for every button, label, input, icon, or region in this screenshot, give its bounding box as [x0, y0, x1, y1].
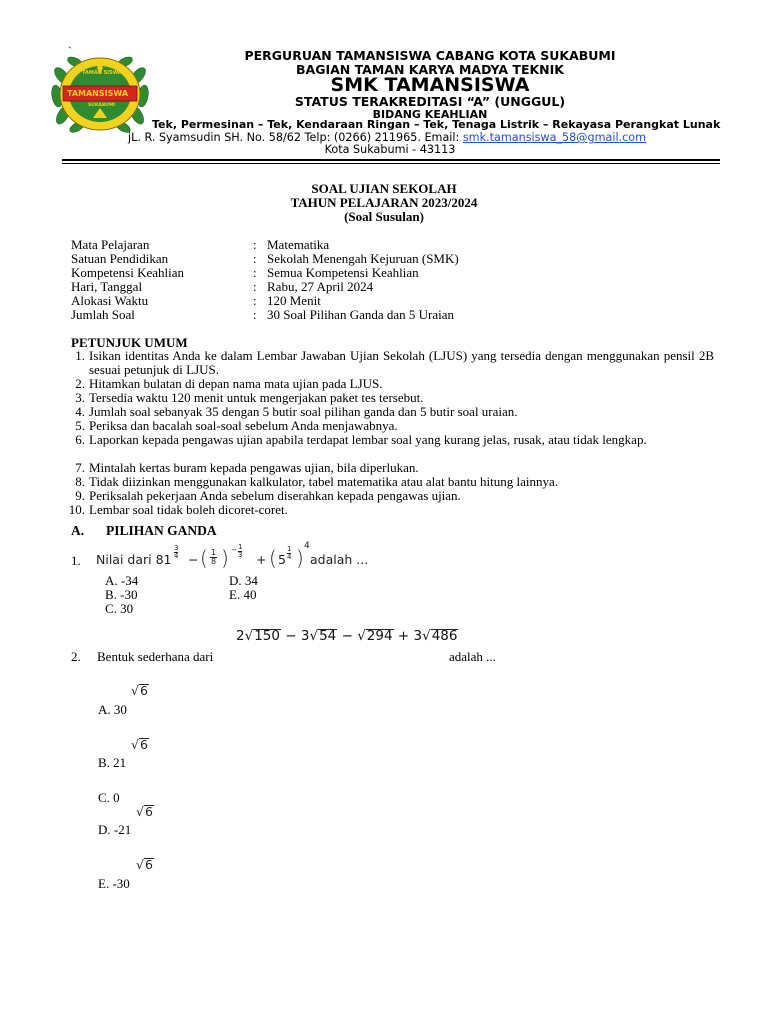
q1-inner-den: 4	[287, 553, 292, 561]
option-value: 30	[113, 702, 127, 717]
radical-sign: √	[357, 628, 366, 644]
instruction-item	[60, 391, 716, 405]
q1-exp2-den: 3	[238, 551, 243, 559]
header-rule-thin	[62, 163, 720, 164]
instruction-item	[60, 489, 716, 503]
option-b[interactable]	[98, 755, 126, 771]
q1-exp1-den: 4	[174, 552, 179, 560]
identity-label: Satuan Pendidikan	[71, 251, 169, 266]
q2-coef2: 3	[300, 628, 310, 644]
city-line: Kota Sukabumi - 43113	[324, 143, 456, 156]
expertise-fields: Tek, Permesinan – Tek, Kendaraan Ringan – Tek, Tenaga Listrik – Rekayasa Perangkat Lunak	[152, 118, 721, 131]
instruction-text: Laporkan kepada pengawas ujian apabila terdapat lembar soal yang kurang jelas, rusak, atau tidak lengkap.	[89, 432, 647, 447]
sqrt-radicand: 6	[144, 857, 153, 872]
instruction-number: 10.	[68, 502, 85, 517]
identity-label: Jumlah Soal	[71, 307, 135, 322]
radical-sign: √	[136, 857, 144, 872]
q1-paren2-left: (	[269, 546, 277, 570]
instruction-item	[60, 349, 716, 377]
instruction-item	[60, 503, 716, 517]
option-label: D.	[98, 822, 111, 837]
q1-base3: 5	[278, 552, 286, 567]
q1-inner-exp	[287, 546, 291, 561]
identity-value: Matematika	[267, 237, 330, 252]
identity-label: Mata Pelajaran	[71, 237, 150, 252]
radical-sign: √	[136, 804, 144, 819]
option-value: 0	[113, 790, 120, 805]
identity-label: Kompetensi Keahlian	[71, 265, 184, 280]
question-number: 2.	[71, 649, 81, 664]
option-d[interactable]	[98, 822, 131, 838]
q1-exp1-num: 3	[174, 544, 179, 552]
sqrt-six	[131, 683, 149, 698]
option-value: 21	[113, 755, 127, 770]
identity-label: Alokasi Waktu	[71, 293, 149, 308]
identity-colon: :	[253, 265, 257, 280]
q1-minus: −	[188, 552, 199, 567]
radical-sign: √	[131, 737, 139, 752]
q2-radicand3: 294	[366, 628, 393, 644]
q1-outer-exp: 4	[304, 541, 310, 551]
sqrt-six	[131, 737, 149, 752]
instruction-item	[60, 475, 716, 489]
option-c[interactable]	[105, 601, 133, 617]
email-link[interactable]: smk.tamansiswa_58@gmail.com	[462, 131, 647, 144]
school-name: SMK TAMANSISWA	[330, 74, 530, 96]
q2-radicand2: 54	[319, 628, 337, 644]
option-e[interactable]	[98, 876, 130, 892]
q2-coef4: 3	[413, 628, 423, 644]
identity-value: Sekolah Menengah Kejuruan (SMK)	[267, 251, 459, 266]
academic-year: TAHUN PELAJARAN 2023/2024	[290, 195, 478, 210]
question-2-text: Bentuk sederhana dari	[97, 649, 214, 664]
identity-colon: :	[253, 251, 257, 266]
section-title: PILIHAN GANDA	[106, 523, 217, 538]
instructions-heading: PETUNJUK UMUM	[71, 335, 188, 350]
option-label: C.	[98, 790, 110, 805]
instruction-number: 4.	[75, 404, 85, 419]
option-label: A.	[98, 702, 111, 717]
option-label: A.	[105, 573, 118, 588]
q1-frac	[210, 549, 217, 566]
q1-frac-num: 1	[211, 548, 217, 557]
exam-subtitle: (Soal Susulan)	[344, 209, 424, 224]
sqrt-six	[136, 804, 154, 819]
logo-text-mid: TAMANSISWA	[67, 89, 129, 98]
instruction-item	[60, 433, 716, 461]
identity-colon: :	[253, 279, 257, 294]
option-c[interactable]	[98, 790, 120, 806]
option-label: B.	[105, 587, 117, 602]
logo-text-top: TAMAN SISWA	[82, 70, 122, 76]
instruction-text: Mintalah kertas buram kepada pengawas ujian, bila diperlukan.	[89, 460, 419, 475]
option-label: E.	[98, 876, 110, 891]
instruction-text: Isikan identitas Anda ke dalam Lembar Jawaban Ujian Sekolah (LJUS) yang tersedia dengan menggunakan pensil 2B sesuai petunjuk di LJUS.	[89, 348, 714, 377]
instruction-text: Lembar soal tidak boleh dicoret-coret.	[89, 502, 288, 517]
header-rule-thick	[62, 159, 720, 161]
sqrt-six	[136, 857, 154, 872]
instruction-number: 5.	[75, 418, 85, 433]
identity-value: Semua Kompetensi Keahlian	[267, 265, 419, 280]
q1-paren2-right: )	[296, 546, 304, 570]
instruction-item	[60, 461, 716, 475]
q1-text-suffix: adalah ...	[310, 552, 369, 567]
q1-exp2-sign: −	[231, 546, 237, 554]
instruction-number: 2.	[75, 376, 85, 391]
instruction-text: Tersedia waktu 120 menit untuk mengerjakan paket tes tersebut.	[89, 390, 424, 405]
instruction-item	[60, 377, 716, 391]
identity-value: 30 Soal Pilihan Ganda dan 5 Uraian	[267, 307, 455, 322]
identity-colon: :	[253, 293, 257, 308]
radical-sign: √	[309, 628, 319, 644]
sqrt-radicand: 6	[139, 683, 148, 698]
q1-exp2-frac	[238, 544, 242, 559]
accreditation-status: STATUS TERAKREDITASI “A” (UNGGUL)	[294, 94, 566, 109]
option-value: -30	[120, 587, 138, 602]
q2-op1: −	[285, 628, 297, 644]
logo-text-bottom: SUKABUMI	[88, 103, 116, 108]
q2-radicand4: 486	[431, 628, 458, 644]
option-value: -34	[120, 573, 139, 588]
identity-value: 120 Menit	[267, 293, 321, 308]
q1-exp1	[174, 545, 178, 560]
question-2-suffix: adalah ...	[449, 649, 496, 664]
q2-radicand1: 150	[254, 628, 280, 644]
instruction-number: 9.	[75, 488, 85, 503]
org-division: BAGIAN TAMAN KARYA MADYA TEKNIK	[296, 62, 564, 77]
question-2-expression	[236, 628, 458, 644]
instruction-text: Tidak diizinkan menggunakan kalkulator, tabel matematika atau alat bantu hitung lainnya.	[89, 474, 559, 489]
q1-paren-left: (	[200, 546, 208, 570]
instruction-text: Periksa dan bacalah soal-soal sebelum Anda menjawabnya.	[89, 418, 398, 433]
exam-title: SOAL UJIAN SEKOLAH	[311, 181, 457, 196]
q1-plus: +	[256, 552, 267, 567]
org-name: PERGURUAN TAMANSISWA CABANG KOTA SUKABUMI	[244, 48, 616, 63]
stray-mark: `	[68, 44, 72, 58]
sqrt-radicand: 6	[139, 737, 148, 752]
option-label: C.	[105, 601, 117, 616]
instruction-text: Jumlah soal sebanyak 35 dengan 5 butir soal pilihan ganda dan 5 butir soal uraian.	[89, 404, 518, 419]
q2-op2: −	[341, 628, 353, 644]
option-value: 40	[243, 587, 257, 602]
instruction-item	[60, 419, 716, 433]
identity-value: Rabu, 27 April 2024	[267, 279, 374, 294]
q1-exp2-num: 1	[238, 543, 243, 551]
q2-coef1: 2	[236, 628, 245, 644]
instruction-number: 1.	[75, 348, 85, 363]
q1-paren-right: )	[221, 546, 229, 570]
q1-frac-den: 8	[211, 557, 217, 566]
option-value: 30	[120, 601, 134, 616]
instruction-number: 8.	[75, 474, 85, 489]
question-number: 1.	[71, 553, 81, 568]
instruction-text: Periksalah pekerjaan Anda sebelum diserahkan kepada pengawas ujian.	[89, 488, 461, 503]
option-label: B.	[98, 755, 110, 770]
instruction-number: 6.	[75, 432, 85, 447]
q2-op3: +	[397, 628, 410, 644]
option-a[interactable]	[98, 702, 127, 718]
option-e[interactable]	[229, 587, 256, 603]
instruction-number: 3.	[75, 390, 85, 405]
q1-text-prefix: Nilai dari 81	[96, 552, 172, 567]
identity-colon: :	[253, 237, 257, 252]
option-label: D.	[229, 573, 242, 588]
address-text: jL. R. Syamsudin SH. No. 58/62 Telp: (0266) 211965. Email:	[128, 131, 463, 144]
section-letter: A.	[71, 523, 85, 538]
option-value: -30	[112, 876, 130, 891]
q1-inner-num: 1	[287, 545, 292, 553]
instruction-number: 7.	[75, 460, 85, 475]
option-value: 34	[244, 573, 258, 588]
instruction-text: Hitamkan bulatan di depan nama mata ujian pada LJUS.	[89, 376, 383, 391]
radical-sign: √	[422, 628, 431, 644]
field-title: BIDANG KEAHLIAN	[372, 108, 488, 121]
option-value: -21	[113, 822, 132, 837]
radical-sign: √	[244, 628, 254, 644]
option-label: E.	[229, 587, 241, 602]
identity-label: Hari, Tanggal	[71, 279, 143, 294]
sqrt-radicand: 6	[144, 804, 153, 819]
radical-sign: √	[131, 683, 139, 698]
identity-colon: :	[253, 307, 257, 322]
instruction-item	[60, 405, 716, 419]
